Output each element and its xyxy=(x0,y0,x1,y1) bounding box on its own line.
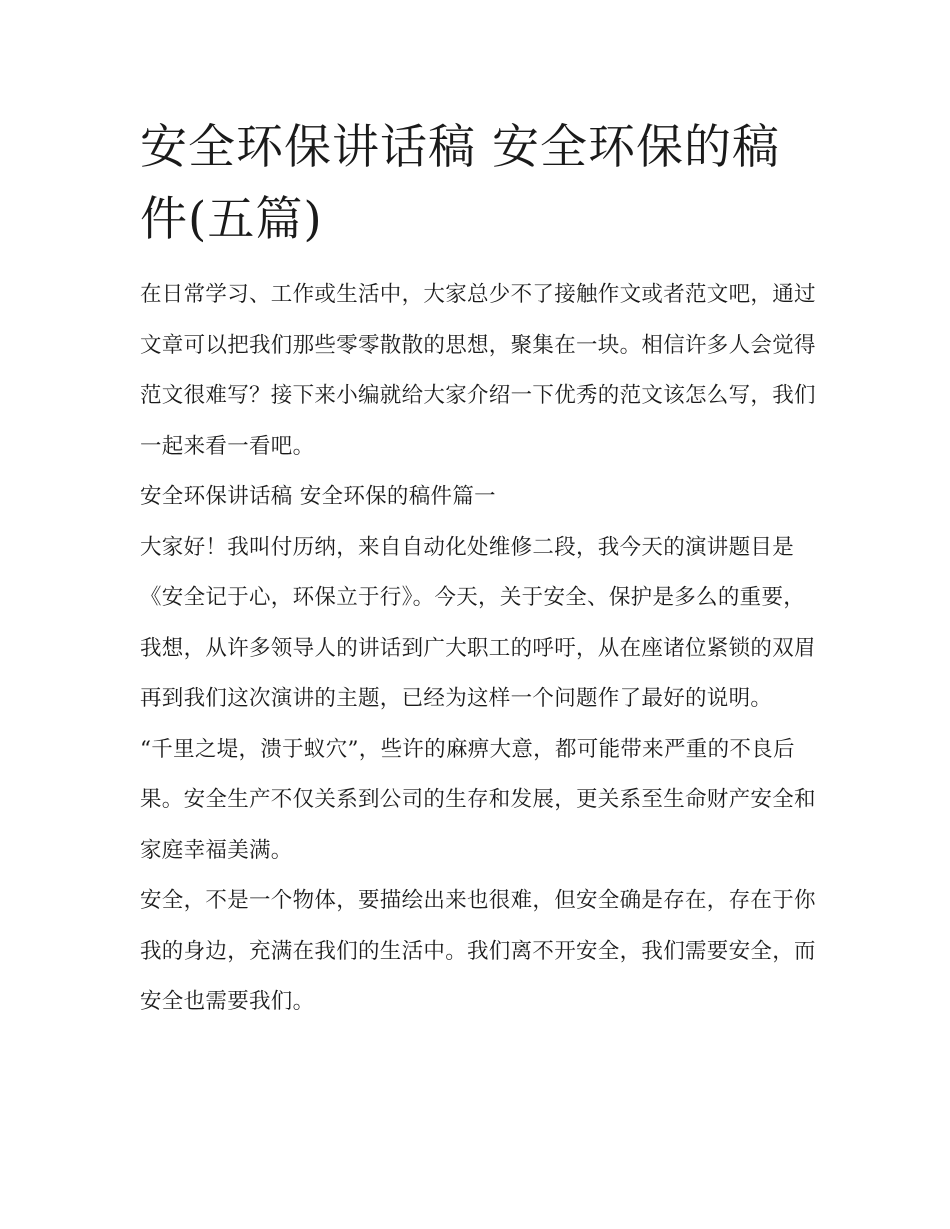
body-paragraph: 安全，不是一个物体，要描绘出来也很难，但安全确是存在，存在于你我的身边，充满在我们的生活中。我们离不开安全，我们需要安全，而安全也需要我们。 xyxy=(140,888,816,1014)
body-paragraph: “千里之堤，溃于蚁穴”，些许的麻痹大意，都可能带来严重的不良后果。安全生产不仅关系到公司的生存和发展，更关系至生命财产安全和家庭幸福美满。 xyxy=(140,736,816,863)
paragraph-list xyxy=(140,270,820,1028)
document-body xyxy=(140,112,820,1028)
document-title: 安全环保讲话稿 安全环保的稿件(五篇) xyxy=(140,120,780,247)
section-heading: 安全环保讲话稿 安全环保的稿件篇一 xyxy=(140,484,496,509)
intro-paragraph: 在日常学习、工作或生活中，大家总少不了接触作文或者范文吧，通过文章可以把我们那些零零散散的思想，聚集在一块。相信许多人会觉得范文很难写？接下来小编就给大家介绍一下优秀的范文该怎么写，我们一起来看一看吧。 xyxy=(140,282,816,459)
body-paragraph: 大家好！我叫付历纳，来自自动化处维修二段，我今天的演讲题目是《安全记于心，环保立于行》。今天，关于安全、保护是多么的重要，我想，从许多领导人的讲话到广大职工的呼吁，从在座诸位紧锁的双眉再到我们这次演讲的主题，已经为这样一个问题作了最好的说明。 xyxy=(140,534,816,711)
